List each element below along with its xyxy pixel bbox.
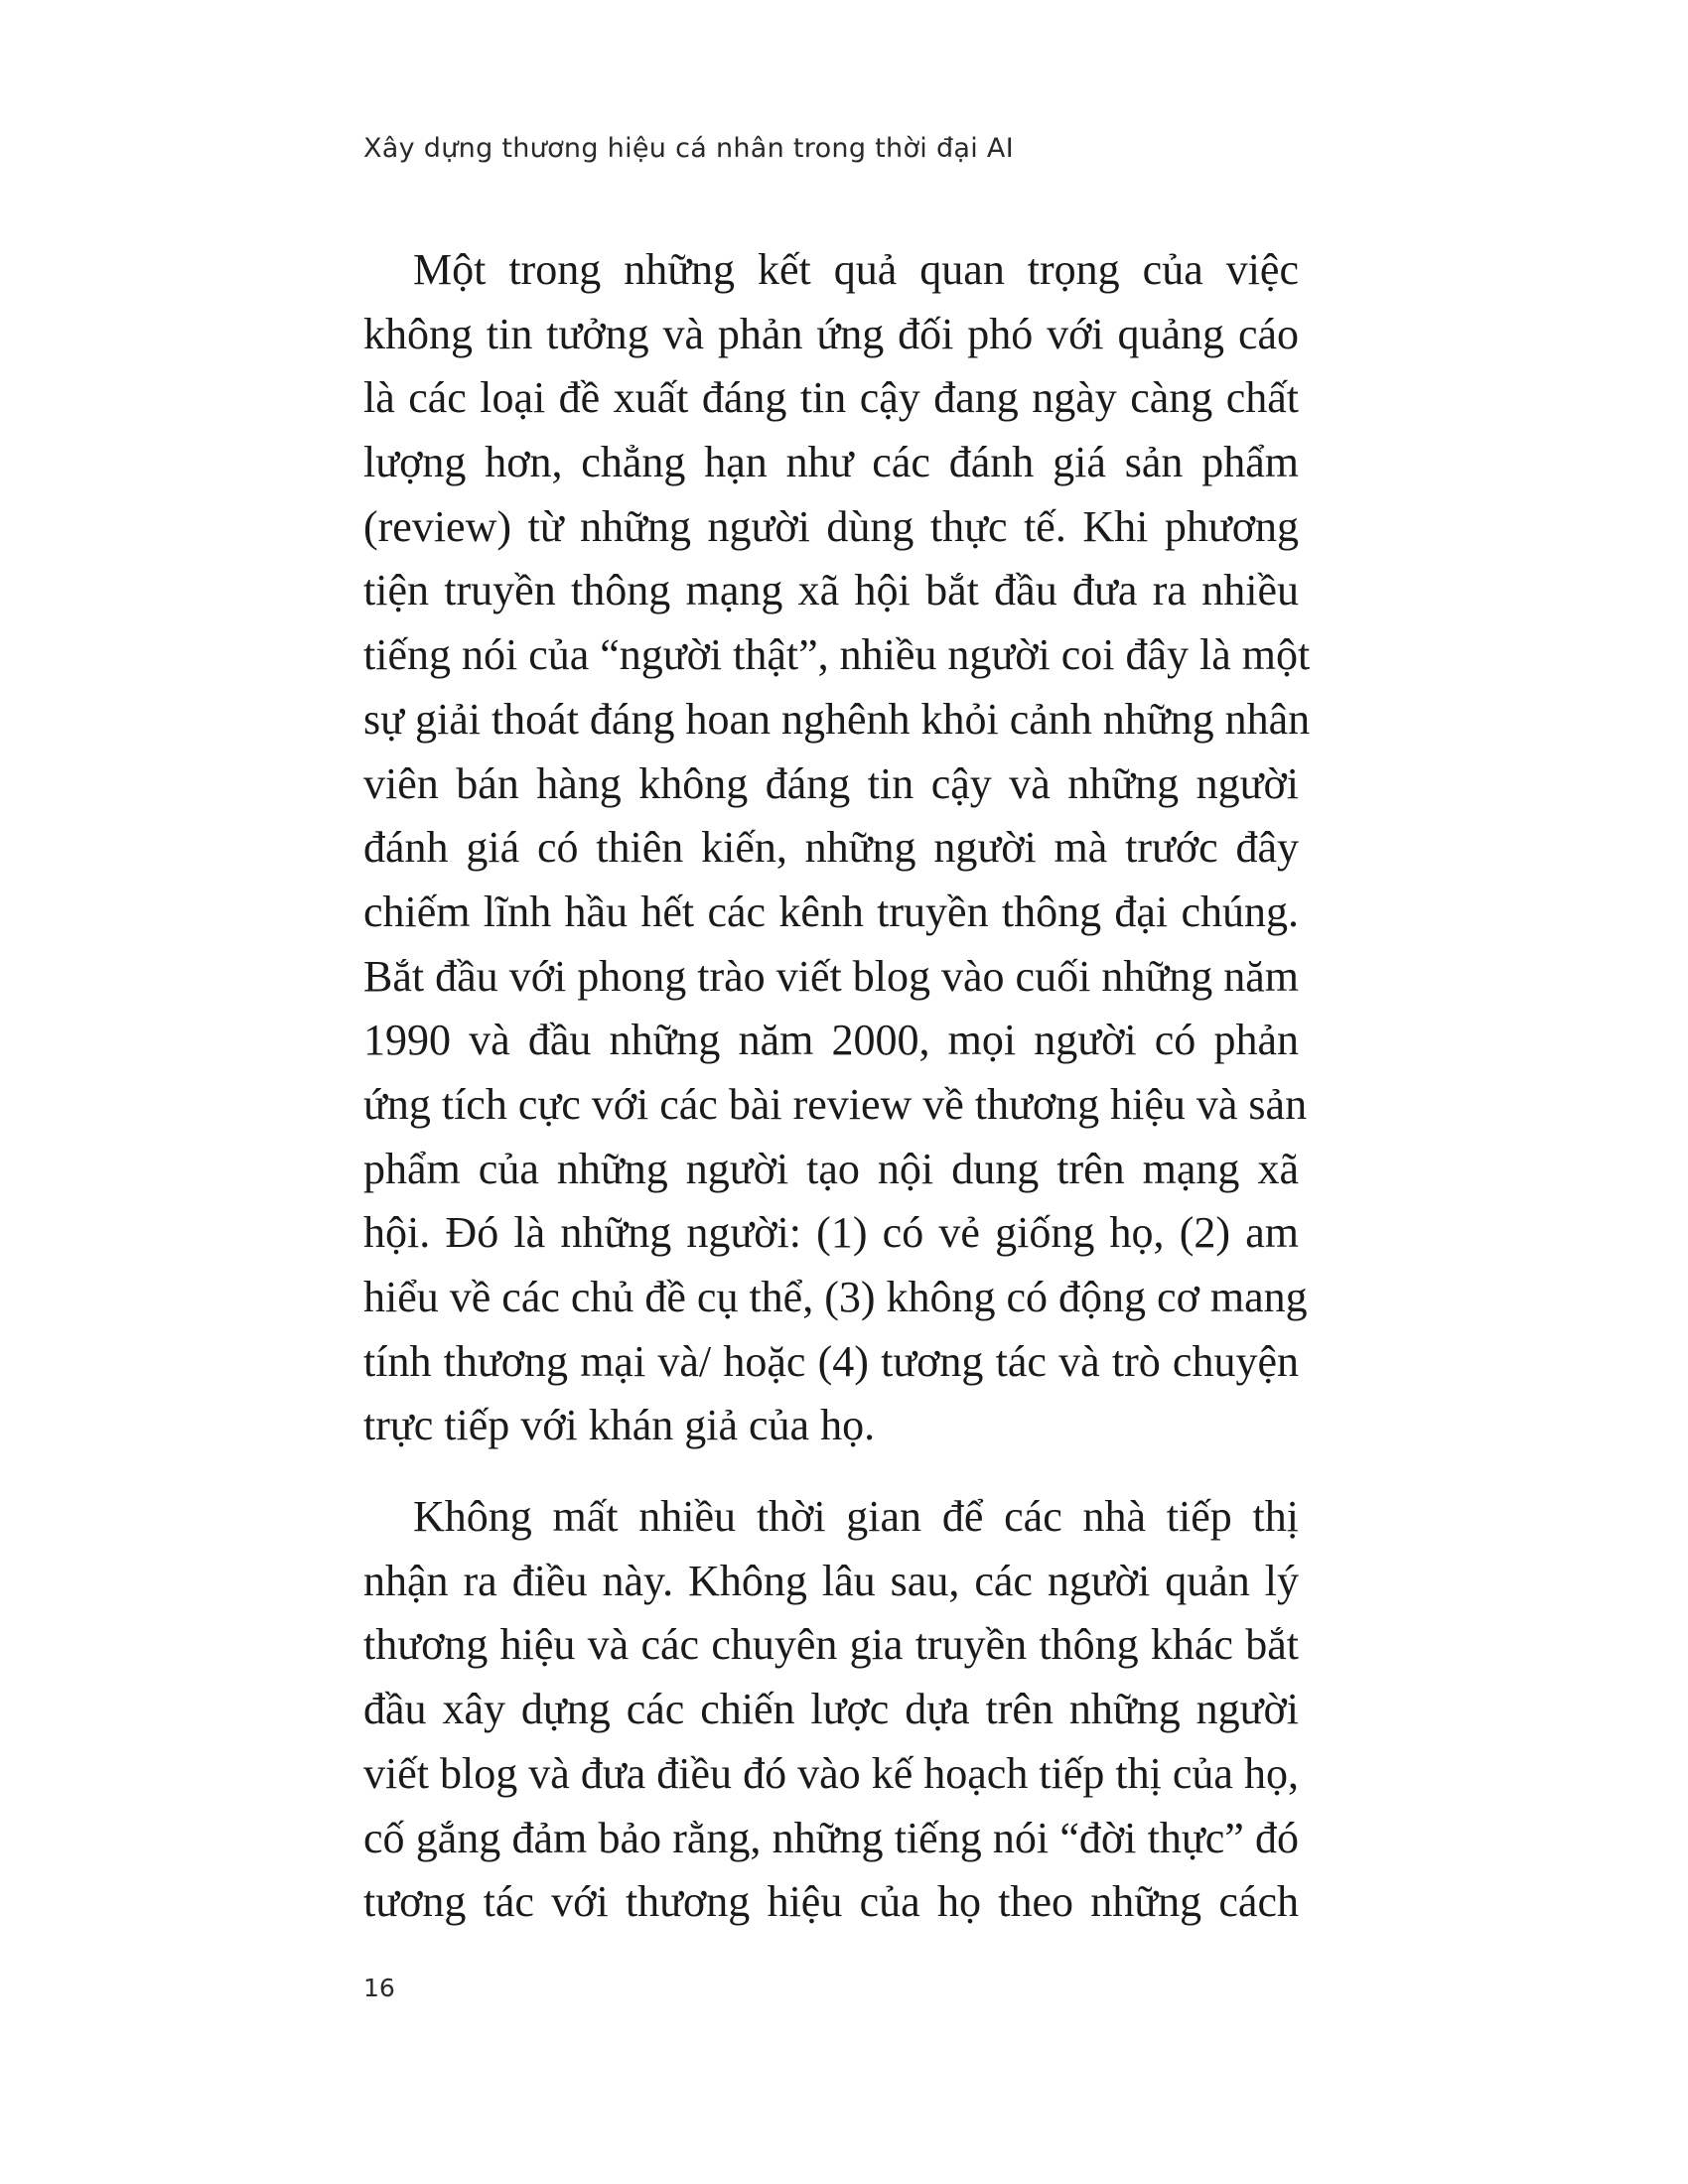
text-line: hội. Đó là những người: (1) có vẻ giống họ, (2) am bbox=[363, 1208, 1299, 1258]
text-line: (review) từ những người dùng thực tế. Khi phương bbox=[363, 501, 1299, 551]
text-line: là các loại đề xuất đáng tin cậy đang ngày càng chất bbox=[363, 373, 1299, 423]
paragraph-spacer bbox=[363, 1458, 1299, 1485]
text-line: lượng hơn, chẳng hạn như các đánh giá sản phẩm bbox=[363, 438, 1299, 487]
text-line: hiểu về các chủ đề cụ thể, (3) không có động cơ mang bbox=[363, 1273, 1308, 1321]
page-number: 16 bbox=[363, 1974, 395, 2002]
text-line: đánh giá có thiên kiến, những người mà trước đây bbox=[363, 823, 1299, 873]
paragraph bbox=[363, 1485, 1299, 1935]
page-body bbox=[363, 238, 1311, 1935]
text-line: tính thương mại và/ hoặc (4) tương tác và trò chuyện bbox=[363, 1336, 1299, 1386]
text-line: tiện truyền thông mạng xã hội bắt đầu đưa ra nhiều bbox=[363, 566, 1299, 615]
running-header: Xây dựng thương hiệu cá nhân trong thời đại AI bbox=[363, 133, 1014, 164]
text-line: viết blog và đưa điều đó vào kế hoạch tiếp thị của họ, bbox=[363, 1748, 1299, 1798]
text-line: Không mất nhiều thời gian để các nhà tiếp thị bbox=[413, 1492, 1299, 1542]
text-line: chiếm lĩnh hầu hết các kênh truyền thông đại chúng. bbox=[363, 887, 1299, 936]
text-line: sự giải thoát đáng hoan nghênh khỏi cảnh những nhân bbox=[363, 694, 1311, 744]
paragraph bbox=[363, 238, 1311, 1458]
text-line: tương tác với thương hiệu của họ theo những cách bbox=[363, 1877, 1299, 1927]
text-line: đầu xây dựng các chiến lược dựa trên những người bbox=[363, 1685, 1299, 1734]
text-line: Một trong những kết quả quan trọng của việc bbox=[413, 245, 1299, 294]
text-line: tiếng nói của “người thật”, nhiều người coi đây là một bbox=[363, 630, 1311, 680]
text-line: viên bán hàng không đáng tin cậy và những người bbox=[363, 758, 1299, 808]
text-line: Bắt đầu với phong trào viết blog vào cuối những năm bbox=[363, 951, 1299, 1001]
text-line: nhận ra điều này. Không lâu sau, các người quản lý bbox=[363, 1556, 1299, 1605]
text-line: không tin tưởng và phản ứng đối phó với quảng cáo bbox=[363, 309, 1299, 358]
text-line: 1990 và đầu những năm 2000, mọi người có phản bbox=[363, 1016, 1299, 1065]
text-line: phẩm của những người tạo nội dung trên mạng xã bbox=[363, 1144, 1299, 1193]
text-line: trực tiếp với khán giả của họ. bbox=[363, 1401, 876, 1450]
text-line: thương hiệu và các chuyên gia truyền thông khác bắt bbox=[363, 1620, 1299, 1670]
text-line: ứng tích cực với các bài review về thương hiệu và sản bbox=[363, 1079, 1308, 1129]
text-line: cố gắng đảm bảo rằng, những tiếng nói “đời thực” đó bbox=[363, 1813, 1299, 1862]
